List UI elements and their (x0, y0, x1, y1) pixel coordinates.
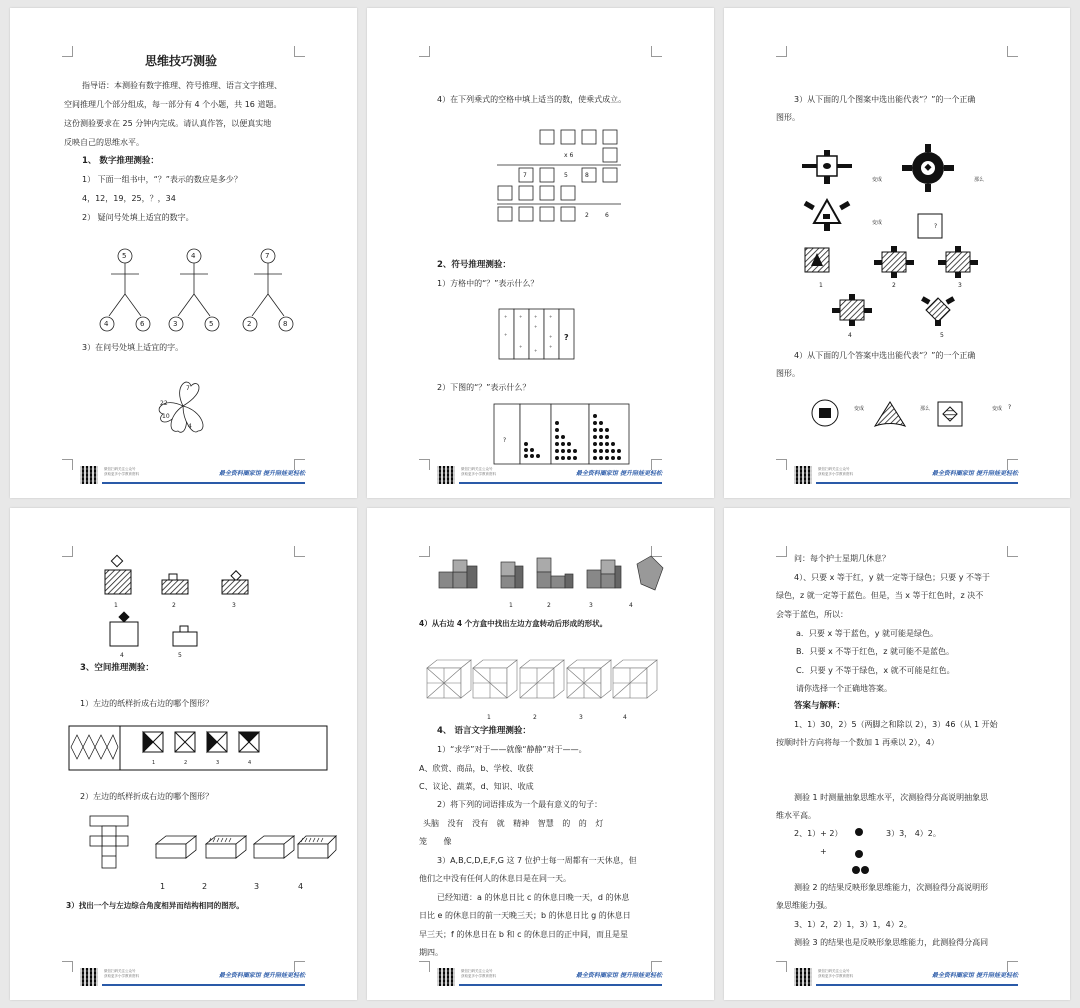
svg-text:+: + (534, 314, 538, 319)
footer-small: 微信扫码关注公众号 获取更多小学教育资料 (461, 467, 496, 476)
body-text: 问：每个护士星期几休息？ (794, 554, 890, 563)
question-text: 图形。 (776, 369, 800, 378)
question-mark: ? (564, 333, 569, 342)
question-text: 1）左边的纸样折成右边的哪个图形？ (80, 699, 214, 708)
question-text: 2）左边的纸样折成右边的哪个图形？ (80, 792, 214, 801)
question-text: 3）A,B,C,D,E,F,G 这 7 位护士每一周都有一天休息，但 (437, 856, 637, 865)
option-number: 2 (892, 282, 896, 289)
clover-number: 4 (188, 423, 192, 430)
option-number: 1 (819, 282, 823, 289)
answer-figures (810, 396, 990, 432)
mult-symbol: x 6 (564, 152, 574, 159)
footer-brand: 最全资料圈家馆 提升陪娃更轻松 (575, 470, 662, 477)
number-sequence: 4，12，19，25，？，34 (82, 194, 176, 203)
option-number: 2 (202, 882, 208, 891)
question-text: 2）将下列的词语排成为一个最有意义的句子： (437, 800, 603, 809)
body-text: 4）、只要 x 等于红，y 就一定等于绿色；只要 y 不等于 (794, 573, 991, 582)
svg-text:+: + (504, 332, 508, 337)
intro-line: 反映自己的思维水平。 (64, 138, 144, 147)
footer-small: 微信扫码关注公众号 获取更多小学教育资料 (818, 467, 853, 476)
figure-number: 4 (104, 320, 109, 328)
svg-text:+: + (549, 314, 553, 319)
answer-text: 3、1）2，2）1，3）1，4）2。 (794, 920, 912, 929)
option-number: 5 (178, 652, 182, 659)
option-number: 4 (629, 602, 633, 609)
body-text: 请你选择一个正确地答案。 (796, 684, 892, 693)
figure-number: 2 (247, 320, 252, 328)
explanation-text: 测验 3 的结果也是反映形象思维能力，此测验得分高同 (794, 938, 989, 947)
section-heading: 3、空间推理测验： (80, 663, 154, 673)
footer-brand: 最全资料圈家馆 提升陪娃更轻松 (931, 972, 1018, 979)
question-text: 他们之中没有任何人的休息日是在同一天。 (419, 874, 571, 883)
footer-brand: 最全资料圈家馆 提升陪娃更轻松 (575, 972, 662, 979)
footer-brand: 最全资料圈家馆 提升陪娃更轻松 (931, 470, 1018, 477)
option-number: 2 (533, 714, 537, 721)
question-text: 1） 下面一组书中，“？”表示的数应是多少？ (82, 175, 242, 184)
option-number: 1 (487, 714, 491, 721)
question-mark: ? (934, 223, 938, 230)
label-then: 那么 (920, 406, 931, 412)
intro-line: 指导语：本测验有数字推理、符号推理、语言文字推理、 (82, 81, 282, 90)
clover-number: 7 (186, 385, 190, 392)
figure-number: 4 (191, 252, 196, 260)
answers-heading: 答案与解释： (794, 701, 846, 711)
question-text: 1）方格中的“？”表示什么？ (437, 279, 539, 288)
mult-digit: 5 (564, 172, 568, 179)
option-number: 4 (248, 760, 252, 766)
page-footer (794, 466, 1018, 484)
option-number: 1 (509, 602, 513, 609)
question-text: 4）在下列乘式的空格中填上适当的数，使乘式成立。 (437, 95, 627, 104)
option-number: 4 (298, 882, 304, 891)
page-footer (80, 968, 305, 986)
box-figures (88, 814, 338, 874)
box-options (425, 658, 665, 702)
option-number: 4 (120, 652, 124, 659)
page-3 (724, 8, 1070, 498)
option-number: 1 (160, 882, 166, 891)
answer-text: 1、1）30，2）5（两脚之和除以 2），3）46（从 1 开始 (794, 720, 998, 729)
option-text: C、议论、蔬菜，d、知识、收成 (419, 782, 534, 791)
qr-code-icon (794, 968, 812, 986)
question-text: 期四。 (419, 948, 443, 957)
page-title: 思维技巧测验 (145, 54, 218, 68)
page-footer (794, 968, 1018, 986)
page-footer (80, 466, 305, 484)
page-4 (10, 508, 357, 1000)
option-number: 2 (547, 602, 551, 609)
option-number: 3 (589, 602, 593, 609)
body-text: C．只要 y 不等于绿色，x 就不可能是红色。 (796, 666, 955, 675)
question-text: 3）在问号处填上适宜的字。 (82, 343, 184, 352)
intro-line: 空间推理几个部分组成，每一部分有 4 个小题，共 16 道题。 (64, 100, 282, 109)
question-text: 日比 e 的休息日的前一天晚三天；b 的休息日比 g 的休息日 (419, 911, 631, 920)
pattern-figures (794, 148, 1054, 338)
svg-text:+: + (534, 324, 538, 329)
shape-options (100, 556, 280, 656)
word-list: 头脑 没有 没有 就 精神 智慧 的 的 灯 (423, 819, 604, 828)
explanation-text: 维水平高。 (776, 811, 816, 820)
figure-number: 8 (283, 320, 288, 328)
explanation-text: 测验 1 时测量抽象思维水平，次测验得分高说明抽象思 (794, 793, 989, 802)
option-number: 1 (114, 602, 118, 609)
question-mark: ? (503, 437, 507, 444)
body-text: a．只要 x 等于蓝色，y 就可能是绿色。 (796, 629, 938, 638)
page-6 (724, 508, 1070, 1000)
folding-figures (68, 725, 328, 771)
qr-code-icon (437, 466, 455, 484)
page-footer (437, 968, 662, 986)
answer-text: 3）3， 4）2。 (886, 829, 941, 838)
qr-code-icon (80, 466, 98, 484)
stick-figures (10, 246, 357, 346)
footer-brand: 最全资料圈家馆 提升陪娃更轻松 (218, 470, 305, 477)
figure-number: 5 (209, 320, 214, 328)
qr-code-icon (437, 968, 455, 986)
option-number: 3 (232, 602, 236, 609)
mult-digit: 6 (605, 212, 609, 219)
option-number: 4 (623, 714, 627, 721)
option-text: A、欣赏、商品，b、学校、收获 (419, 764, 534, 773)
cube-figures (437, 550, 667, 600)
footer-small: 微信扫码关注公众号 获取更多小学教育资料 (104, 969, 139, 978)
option-number: 3 (216, 760, 220, 766)
explanation-text: 象思维能力强。 (776, 901, 832, 910)
intro-line: 这份测验要求在 25 分钟内完成。请认真作答，以便真实地 (64, 119, 272, 128)
question-text: 3）从下面的几个图案中选出能代表“？”的一个正确 (794, 95, 976, 104)
question-text: 4）从右边 4 个方盒中找出左边方盒转动后形成的形状。 (419, 619, 608, 628)
figure-number: 3 (173, 320, 178, 328)
word-list: 笼 像 (419, 837, 452, 846)
svg-text:+: + (519, 314, 523, 319)
dot-answer-figure (852, 826, 882, 876)
option-number: 3 (958, 282, 962, 289)
label-becomes: 变成 (992, 406, 1003, 412)
body-text: 会等于蓝色，所以： (776, 610, 848, 619)
option-number: 3 (579, 714, 583, 721)
section-heading: 1、 数字推理测验： (82, 156, 159, 166)
svg-text:+: + (519, 344, 523, 349)
label-becomes: 变成 (872, 220, 883, 226)
figure-number: 6 (140, 320, 145, 328)
dot-grid (493, 403, 633, 465)
question-text: 1）“求学”对于——就像“静静”对于——。 (437, 745, 587, 754)
svg-text:+: + (534, 348, 538, 353)
footer-small: 微信扫码关注公众号 获取更多小学教育资料 (104, 467, 139, 476)
footer-small: 微信扫码关注公众号 获取更多小学教育资料 (818, 969, 853, 978)
footer-small: 微信扫码关注公众号 获取更多小学教育资料 (461, 969, 496, 978)
page-1 (10, 8, 357, 498)
mult-digit: 8 (585, 172, 589, 179)
svg-text:+: + (549, 334, 553, 339)
question-text: 早三天；f 的休息日在 b 和 c 的休息日的正中间，而且是星 (419, 930, 629, 939)
question-text: 2）下图的“？”表示什么？ (437, 383, 531, 392)
answer-text: 2、1）+ 2） (794, 829, 843, 838)
question-mark: ? (1008, 404, 1012, 411)
option-number: 4 (848, 332, 852, 339)
option-number: 1 (152, 760, 156, 766)
qr-code-icon (794, 466, 812, 484)
section-heading: 4、 语言文字推理测验： (437, 726, 531, 736)
question-text: 3）找出一个与左边综合角度相异而结构相同的图形。 (66, 901, 244, 910)
question-text: 2） 疑问号处填上适宜的数字。 (82, 213, 194, 222)
question-text: 图形。 (776, 113, 800, 122)
answer-text: + (820, 847, 827, 856)
svg-text:+: + (549, 344, 553, 349)
clover-number: 10 (162, 413, 170, 420)
option-number: 2 (172, 602, 176, 609)
option-number: 2 (184, 760, 188, 766)
qr-code-icon (80, 968, 98, 986)
page-5 (367, 508, 714, 1000)
svg-text:+: + (504, 314, 508, 319)
clover-number: 22 (160, 400, 168, 407)
label-becomes: 变成 (872, 177, 883, 183)
option-number: 3 (254, 882, 260, 891)
footer-brand: 最全资料圈家馆 提升陪娃更轻松 (218, 972, 305, 979)
mult-digit: 7 (523, 172, 527, 179)
section-heading: 2、符号推理测验： (437, 260, 511, 270)
question-text: 4）从下面的几个答案中选出能代表“？”的一个正确 (794, 351, 976, 360)
answer-text: 按顺时针方向将每一个数加 1 再乘以 2），4） (776, 738, 939, 747)
label-becomes: 变成 (854, 406, 865, 412)
page-2 (367, 8, 714, 498)
page-footer (437, 466, 662, 484)
figure-number: 7 (265, 252, 270, 260)
figure-number: 5 (122, 252, 127, 260)
body-text: 绿色，z 就一定等于蓝色。但是，当 x 等于红色时，z 决不 (776, 591, 984, 600)
option-number: 5 (940, 332, 944, 339)
mult-digit: 2 (585, 212, 589, 219)
body-text: B．只要 x 不等于红色，z 就可能不是蓝色。 (796, 647, 955, 656)
explanation-text: 测验 2 的结果反映形象思维能力，次测验得分高说明形 (794, 883, 989, 892)
label-then: 那么 (974, 177, 985, 183)
question-text: 已经知道：a 的休息日比 c 的休息日晚一天，d 的休息 (437, 893, 630, 902)
